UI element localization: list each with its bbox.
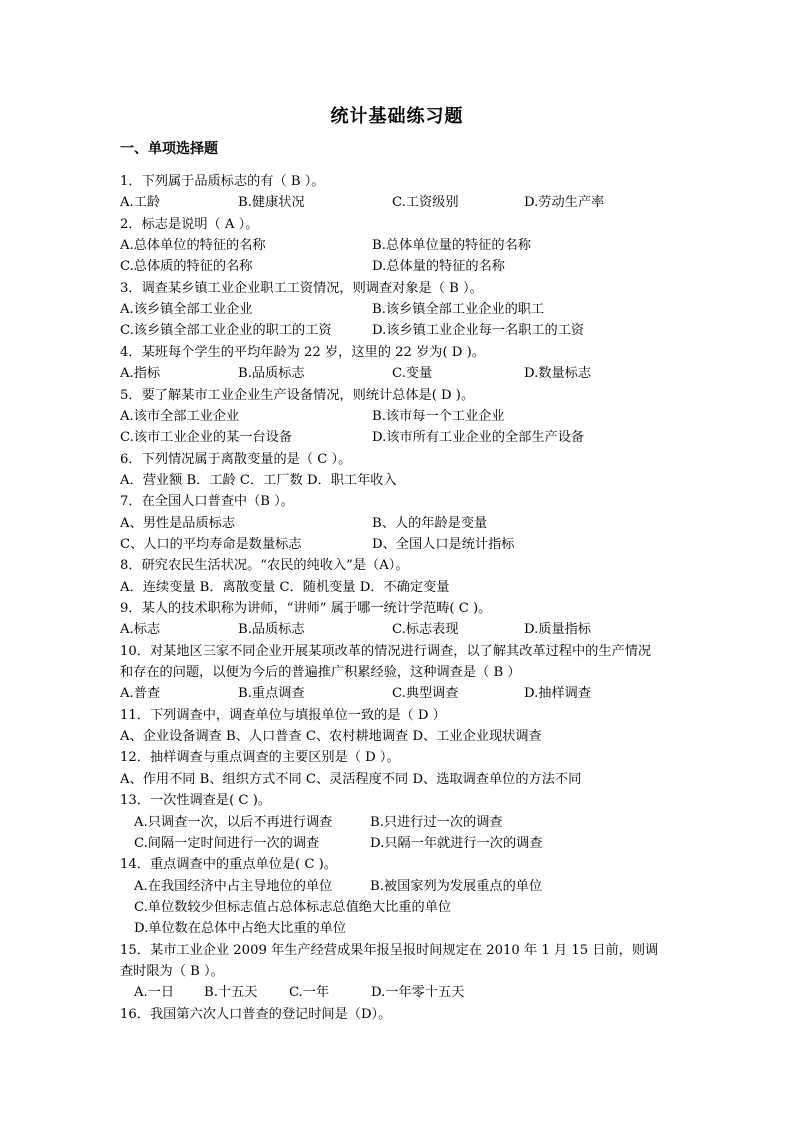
text-line: 2．标志是说明（ A ）。 — [120, 216, 259, 232]
text-line: 查时限为（ B ）。 — [120, 963, 224, 979]
text-line: A、企业设备调查 B、人口普查 C、农村耕地调查 D、工业企业现状调查 — [120, 729, 542, 745]
text-line: 9．某人的技术职称为讲师，“讲师” 属于哪一统计学范畴( C )。 — [120, 601, 492, 616]
answer-option: B.品质标志 — [238, 366, 305, 382]
answer-option: A、男性是品质标志 — [120, 515, 236, 531]
answer-option: C.该乡镇全部工业企业的职工的工资 — [120, 323, 332, 339]
answer-option: D、全国人口是统计指标 — [372, 536, 515, 552]
answer-option: A.普查 — [120, 686, 161, 702]
text-line: A．营业额 B．工龄 C．工厂数 D．职工年收入 — [120, 472, 397, 488]
answer-option: A.该市全部工业企业 — [120, 408, 240, 424]
text-line: 3．调查某乡镇工业企业职工工资情况，则调查对象是（ B ）。 — [120, 280, 483, 296]
answer-option: A.总体单位的特征的名称 — [120, 238, 266, 254]
text-line: 12．抽样调查与重点调查的主要区别是（ D ）。 — [120, 750, 400, 766]
text-line: 10．对某地区三家不同企业开展某项改革的情况进行调查，以了解其改革过程中的生产情况 — [120, 643, 652, 659]
text-line: 4．某班每个学生的平均年龄为 22 岁，这里的 22 岁为( D )。 — [120, 344, 485, 360]
section-heading: 一、单项选择题 — [120, 141, 218, 157]
answer-option: D.该市所有工业企业的全部生产设备 — [372, 430, 585, 446]
answer-option: D.只隔一年就进行一次的调查 — [370, 835, 543, 851]
answer-option: A.一日 — [134, 985, 175, 1001]
answer-option: D.质量指标 — [524, 622, 592, 638]
answer-option: B.被国家列为发展重点的单位 — [370, 878, 543, 894]
text-line: 1．下列属于品质标志的有（ B ）。 — [120, 174, 325, 189]
answer-option: D.一年零十五天 — [371, 985, 465, 1001]
answer-option: C.该市工业企业的某一台设备 — [120, 430, 293, 446]
answer-option: B.总体单位量的特征的名称 — [372, 238, 531, 254]
text-line: D.单位数在总体中占绝大比重的单位 — [134, 921, 347, 937]
answer-option: C.间隔一定时间进行一次的调查 — [134, 835, 320, 851]
text-line: 15．某市工业企业 2009 年生产经营成果年报呈报时间规定在 2010 年 1 月 15 日前，则调 — [120, 942, 659, 958]
answer-option: D.劳动生产率 — [524, 195, 605, 211]
answer-option: B.该乡镇全部工业企业的职工 — [372, 302, 545, 318]
answer-option: A.指标 — [120, 366, 161, 382]
text-line: A、作用不同 B、组织方式不同 C、灵活程度不同 D、选取调查单位的方法不同 — [120, 771, 582, 787]
text-line: 和存在的问题，以便为今后的普遍推广积累经验，这种调查是（ B ） — [120, 665, 521, 681]
answer-option: A.只调查一次，以后不再进行调查 — [134, 814, 333, 830]
answer-option: B.该市每一个工业企业 — [372, 408, 505, 424]
answer-option: C.标志表现 — [392, 622, 459, 638]
text-line: 8．研究农民生活状况。“农民的纯收入”是（A）。 — [120, 558, 409, 574]
answer-option: B.健康状况 — [238, 195, 305, 211]
answer-option: B.只进行过一次的调查 — [370, 814, 503, 830]
answer-option: C.变量 — [392, 366, 433, 382]
page-title: 统计基础练习题 — [330, 106, 464, 127]
answer-option: C.一年 — [289, 985, 330, 1001]
answer-option: A.工龄 — [120, 195, 161, 211]
text-line: 14．重点调查中的重点单位是( C )。 — [120, 857, 337, 873]
answer-option: A.该乡镇全部工业企业 — [120, 302, 253, 318]
answer-option: C、人口的平均寿命是数量标志 — [120, 536, 302, 552]
answer-option: A.标志 — [120, 622, 161, 638]
text-line: 11．下列调查中，调查单位与填报单位一致的是（ D ） — [120, 707, 446, 723]
answer-option: C.总体质的特征的名称 — [120, 259, 253, 275]
answer-option: B.重点调查 — [238, 686, 305, 702]
answer-option: B、人的年龄是变量 — [372, 515, 488, 531]
text-line: C.单位数较少但标志值占总体标志总值绝大比重的单位 — [134, 899, 452, 915]
answer-option: C.工资级别 — [392, 195, 459, 211]
answer-option: D.总体量的特征的名称 — [372, 259, 505, 275]
answer-option: A.在我国经济中占主导地位的单位 — [134, 878, 333, 894]
text-line: A．连续变量 B．离散变量 C．随机变量 D．不确定变量 — [120, 579, 450, 595]
text-line: 16．我国第六次人口普查的登记时间是（D）。 — [120, 1006, 392, 1022]
answer-option: D.抽样调查 — [524, 686, 592, 702]
answer-option: B.十五天 — [204, 985, 258, 1001]
answer-option: C.典型调查 — [392, 686, 459, 702]
answer-option: B.品质标志 — [238, 622, 305, 638]
text-line: 13．一次性调查是( C )。 — [120, 793, 272, 809]
text-line: 7．在全国人口普查中（B ）。 — [120, 494, 294, 510]
text-line: 5．要了解某市工业企业生产设备情况，则统计总体是( D )。 — [120, 387, 475, 403]
answer-option: D.数量标志 — [524, 366, 592, 382]
answer-option: D.该乡镇工业企业每一名职工的工资 — [372, 323, 585, 339]
text-line: 6．下列情况属于离散变量的是（ C ）。 — [120, 451, 352, 467]
